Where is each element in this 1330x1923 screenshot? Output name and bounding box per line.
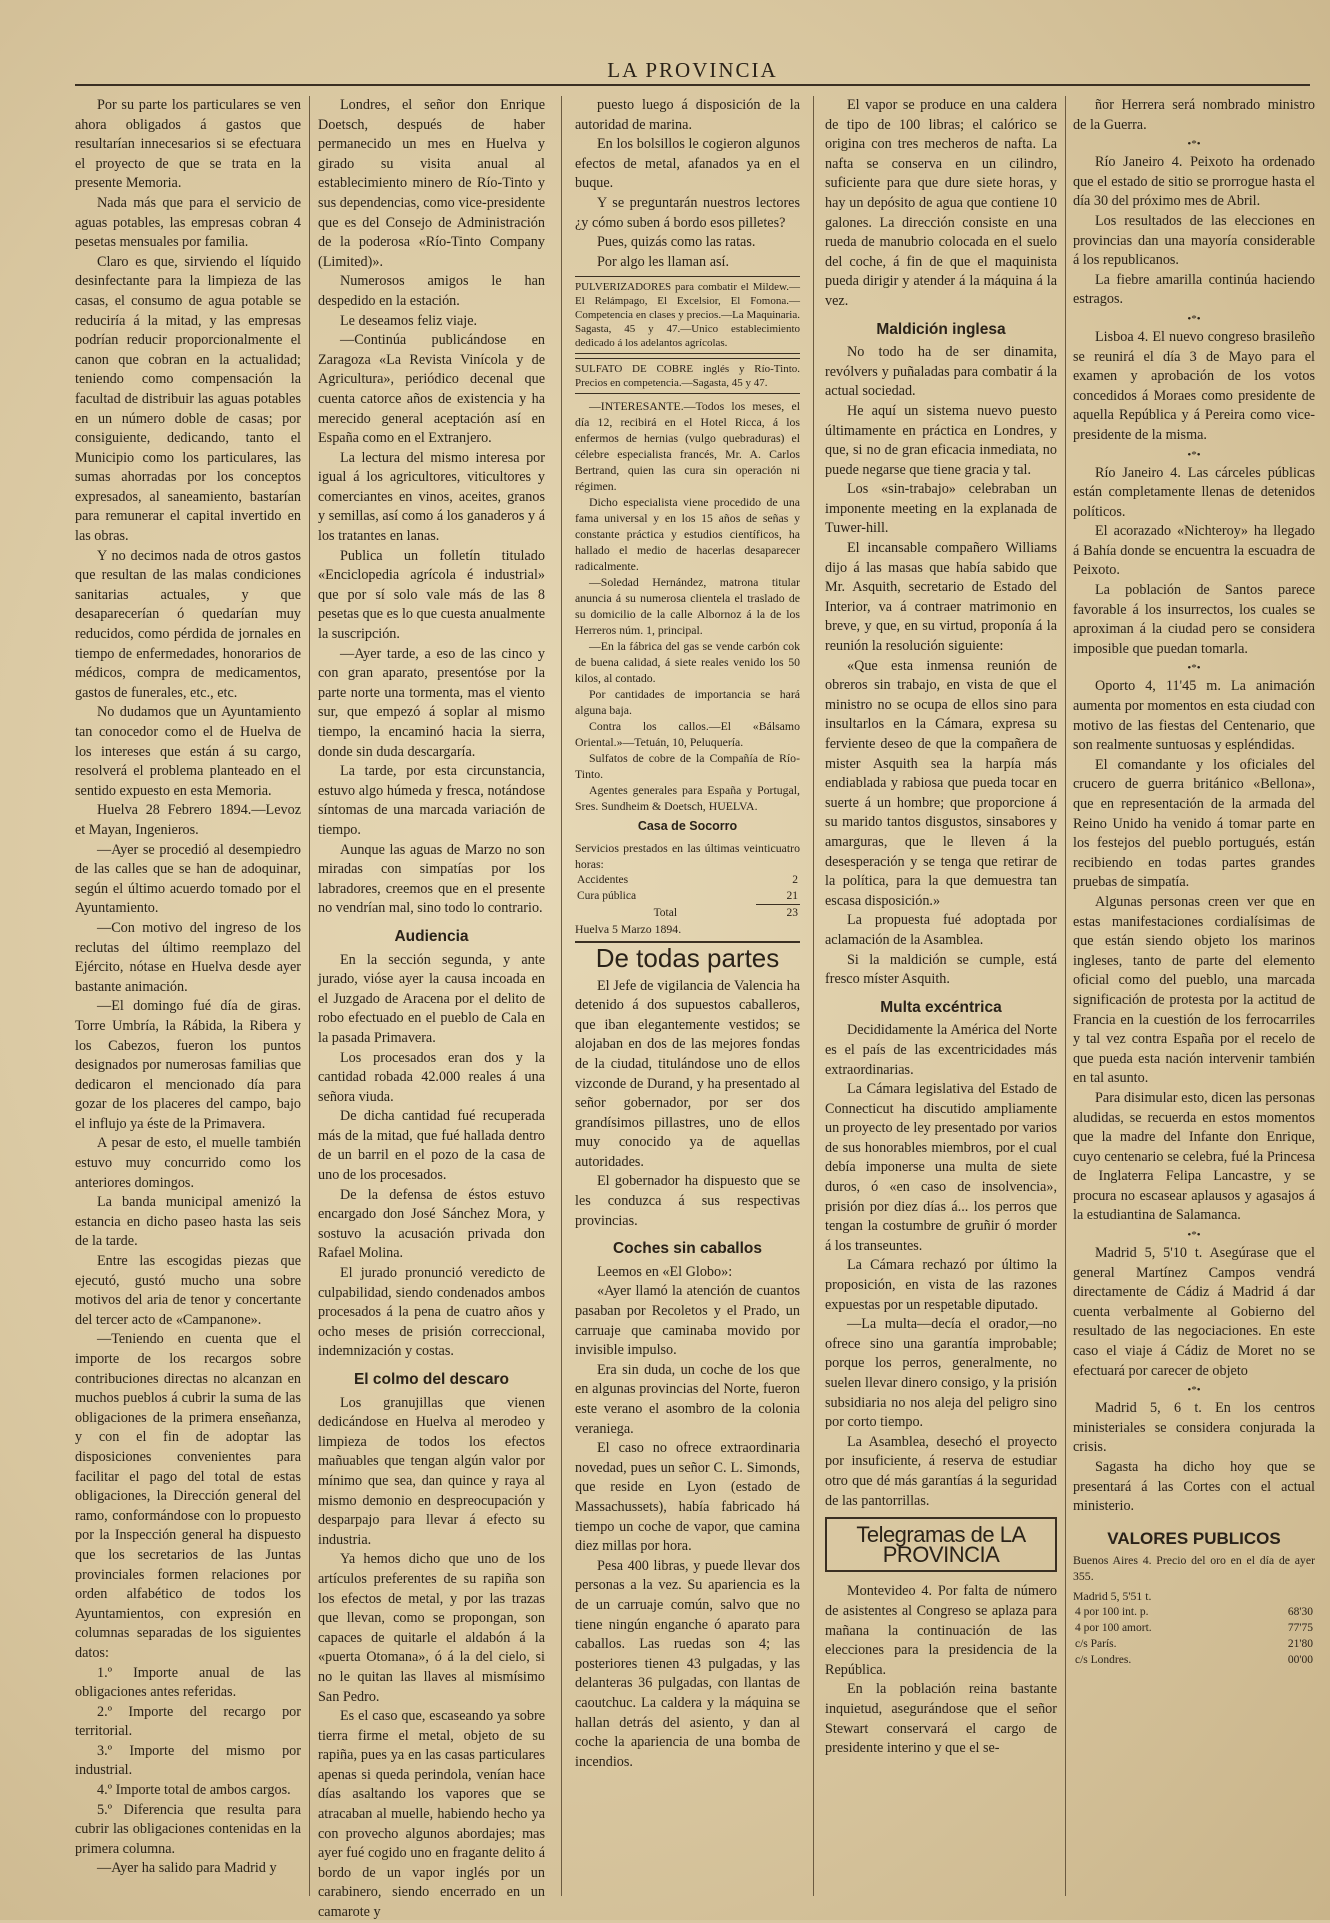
paragraph: Contra los callos.—El «Bálsamo Oriental.»—Tetuán, 10, Peluquería.: [575, 719, 800, 750]
multa-text: [825, 1021, 1057, 1511]
telegramas-heading: Telegramas de LA PROVINCIA: [825, 1517, 1057, 1572]
row-label: c/s París.: [1075, 1638, 1117, 1651]
column-1: [75, 96, 301, 1896]
col5-text-a: [1073, 96, 1315, 135]
valores-intro: Buenos Aires 4. Precio del oro en el día de ayer 355.: [1073, 1553, 1315, 1584]
col2-text: [318, 96, 545, 919]
column-rule: [309, 96, 310, 1896]
paragraph: Río Janeiro 4. Las cárceles públicas están completamente llenas de detenidos políticos.: [1073, 464, 1315, 520]
paragraph: Entre las escogidas piezas que ejecutó, gustó mucho una sobre motivos del aria de tenor y concertante del tercer acto de «Campanone».: [75, 1253, 301, 1328]
row-label: 4 por 100 int. p.: [1075, 1606, 1149, 1619]
paragraph: El jurado pronunció veredicto de culpabilidad, siendo condenados ambos procesados á la pena de cuatro años y ocho meses de prisión correccional, indemnización y costas.: [318, 1265, 545, 1360]
paragraph: —Ayer ha salido para Madrid y: [97, 1860, 277, 1877]
paragraph: Los «sin-trabajo» celebraban un imponente meeting en la explanada de Tuwer-hill.: [825, 481, 1057, 537]
paragraph: —Teniendo en cuenta que el importe de los recargos sobre contribuciones directas no alcanzan en muchos pueblos á cubrir la suma de las obligaciones de la primera enseñanza, y con el fin de adoptar las disposiciones convenientes para facilitar el pago del total de estas obligaciones, la Dirección general del ramo, conformándose con lo propuesto por la Inspección general ha dispuesto que los secretarios de las Juntas provinciales formen relaciones por orden alfabético de todos los Ayuntamientos, con expresión en columnas separadas de los siguientes datos:: [75, 1331, 301, 1661]
column-rule: [1065, 96, 1066, 1896]
paragraph: El acorazado «Nichteroy» ha llegado á Bahía donde se encuentra la escuadra de Peixoto.: [1073, 523, 1315, 579]
paragraph: Madrid 5, 5'10 t. Asegúrase que el general Martínez Campos vendrá directamente de Cádiz á Madrid á dar cuenta verbalmente al Gobierno del resultado de las negociaciones. En este caso el viaje á Cádiz de Moret no se efectuará por carecer de objeto: [1073, 1245, 1315, 1379]
paragraph: —El domingo fué día de giras. Torre Umbría, la Rábida, la Ribera y los Cabezos, fueron los puntos designados por numerosas familias que dedicaron el mencionado día para gozar de los placeres del campo, bajo el influjo ya éste de la Primavera.: [75, 998, 301, 1132]
table-row: [1073, 1636, 1315, 1652]
column-4: [825, 96, 1057, 1896]
paragraph: En la sección segunda, y ante jurado, vióse ayer la causa incoada en el Juzgado de Aracena por el delito de robo efectuado en el pueblo de Cala en la pasada Primavera.: [318, 951, 545, 1046]
paragraph: Y no decimos nada de otros gastos que resultan de las malas condiciones sanitarias actuales, y que desaparecerían ó quedarían muy reducidos, como pérdida de jornales en tiempo de enfermedades, honorarios de médicos, compra de medicamentos, gastos de funerales, etc., etc.: [75, 547, 301, 701]
table-row: [575, 888, 800, 905]
todas-text: [575, 977, 800, 1232]
col5-text-d: [1073, 464, 1315, 660]
paragraph: puesto luego á disposición de la autoridad de marina.: [575, 97, 800, 133]
paragraph: Leemos en «El Globo»:: [597, 1263, 733, 1280]
paragraph: Lisboa 4. El nuevo congreso brasileño se reunirá el día 3 de Mayo para el examen y aprobación de los votos concedidos á Moraes como presidente de aquella República y á Pereira como vice-presidente de la misma.: [1073, 328, 1315, 443]
paragraph: La Cámara legislativa del Estado de Connecticut ha discutido ampliamente un proyecto de ley presentado por varios de sus honorables miembros, por el cual debía imponerse una multa de siete duros, ó «en caso de insolvencia», prisión por diez días á... los perros que tengan la costumbre de gruñir ó morder á los transeuntes.: [825, 1081, 1057, 1254]
todas-heading: De todas partes: [575, 941, 800, 969]
colmo-text: [318, 1394, 545, 1923]
socorro-intro: Servicios prestados en las últimas veinticuatro horas:: [575, 840, 800, 871]
paragraph: Los resultados de las elecciones en provincias dan una mayoría considerable á los republicanos.: [1073, 212, 1315, 269]
valores-heading: VALORES PUBLICOS: [1107, 1528, 1281, 1548]
columns: [75, 96, 1315, 1921]
paragraph: Dicho especialista viene procedido de una fama universal y en los 15 años de señas y constante práctica y estudios científicos, ha hallado el medio de hacerlas desaparecer radicalmente.: [575, 495, 800, 574]
paragraph: Publica un folletín titulado «Enciclopedia agrícola é industrial» que por sí solo vale más de las 8 pesetas que es lo que cuesta anualmente la suscripción.: [318, 547, 545, 643]
separator: •*•: [1187, 448, 1201, 461]
paragraph: No dudamos que un Ayuntamiento tan conocedor como el de Huelva de los intereses que están á su cargo, resolverá el problema planteado en el sentido expuesto en esta Memoria.: [75, 704, 301, 799]
paragraph: Algunas personas creen ver que en estas manifestaciones cordialísimas de que están siendo objeto los marinos ingleses, tanto de parte del elemento oficial como del pueblo, una marcada significación de protesta por la actitud de Francia en la cuestión de los ferrocarriles y tal vez contra España por el recelo de que pueda esta nación intervenir también en tal asunto.: [1073, 893, 1315, 1087]
separator: •*•: [1187, 1229, 1201, 1242]
paragraph: Pesa 400 libras, y puede llevar dos personas a la vez. Su apariencia es la de un carruaje común, salvo que no tiene ningún enganche ó aparato para caballos. Las ruedas son 4; las posteriores tienen 43 pulgadas, y las delanteras 36 pulgadas, con llantas de caoutchuc. La caldera y la máquina se hallan detrás del asiento, y dan al coche la apariencia de una bomba de incendios.: [575, 1557, 800, 1770]
paragraph: Es el caso que, escaseando ya sobre tierra firme el metal, objeto de su rapiña, pues ya en las casas particulares apenas si queda perindola, venían hace días asaltando los vapores que se atracaban al muelle, habiendo hecho ya con provecho algunos abordajes; mas ayer fué cogido uno en fragante delito á bordo de un vapor inglés por un carabinero, siendo encerrado en un camarote y: [318, 1708, 545, 1921]
paragraph: —La multa—decía el orador,—no ofrece sino una garantía improbable; porque los perros, generalmente, no suelen llevar dinero consigo, y la prisión subsidiaria no nos aleja del peligro sino por corto tiempo.: [825, 1316, 1057, 1431]
paragraph: «Ayer llamó la atención de cuantos pasaban por Recoletos y el Prado, un carruaje que caminaba movido por invisible impulso.: [575, 1283, 800, 1359]
table-row: [1073, 1620, 1315, 1636]
row-value: 00'00: [1287, 1654, 1313, 1667]
paragraph: Pues, quizás como las ratas.: [597, 234, 756, 251]
row-label: c/s Londres.: [1075, 1654, 1132, 1667]
paragraph: —Ayer se procedió al desempiedro de las calles que se han de adoquinar, según el último acuerdo tomado por el Ayuntamiento.: [75, 841, 301, 917]
paragraph: He aquí un sistema nuevo puesto últimamente en práctica en Londres, y que, si no de gran eficacia inmediata, no puede negarse que tiene gracia y tal.: [825, 402, 1057, 478]
col5-text-c: [1073, 328, 1315, 446]
paragraph: Los granujillas que vienen dedicándose en Huelva al merodeo y limpieza de todos los efectos mañuables que tengan algún valor por mínimo que sea, dan quince y raya al mismo demonio en despreocupación y desparpajo para llevar á efecto su industria.: [318, 1394, 545, 1548]
paragraph: Por algo les llaman así.: [597, 253, 729, 270]
row-value: 68'30: [1287, 1606, 1313, 1619]
col1-text: [75, 96, 301, 1879]
paragraph: A pesar de esto, el muelle también estuvo muy concurrido como los anteriores domingos.: [75, 1135, 301, 1191]
paragraph: La banda municipal amenizó la estancia en dicho paseo hasta las seis de la tarde.: [75, 1194, 301, 1250]
col4-text: [825, 96, 1057, 312]
paragraph: —En la fábrica del gas se vende carbón cok de buena calidad, á siete reales venido los 50 kilos, al contado.: [575, 639, 800, 686]
separator: •*•: [1187, 662, 1201, 675]
paragraph: Huelva 28 Febrero 1894.—Levoz et Mayan, Ingenieros.: [75, 802, 301, 838]
table-row: [575, 872, 800, 888]
maldicion-text: [825, 343, 1057, 990]
paragraph: Sagasta ha dicho hoy que se presentará á las Cortes con el actual ministerio.: [1073, 1459, 1315, 1515]
paragraph: Por su parte los particulares se ven ahora obligados á gastos que resultarían innecesarios si se efectuara el proyecto de que se trata en la presente Memoria.: [75, 97, 301, 192]
paragraph: El caso no ofrece extraordinaria novedad, pues un señor C. L. Simonds, que reside en Lyon (estado de Massachussets), había fabricado há tiempo un coche de vapor, que camina diez millas por hora.: [575, 1440, 800, 1555]
advert-pulverizadores: PULVERIZADORES para combatir el Mildew.—El Relámpago, El Excelsior, El Fomona.—Competencia en clases y precios.—La Maquinaria. Sagasta, 45 y 47.—Unico establecimiento dedicado á los adelantos agrícolas.: [575, 276, 800, 354]
paragraph: La población de Santos parece favorable á los insurrectos, los cuales se aproximan á la ciudad pero se considera imposible que puedan tomarla.: [1073, 582, 1315, 657]
column-rule: [813, 96, 814, 1896]
paragraph: La tarde, por esta circunstancia, estuvo algo húmeda y fresca, notándose síntomas de una marcada variación de tiempo.: [318, 763, 545, 838]
audiencia-heading: Audiencia: [394, 927, 469, 945]
paragraph: En la población reina bastante inquietud, asegurándose que el señor Stewart conservará el cargo de presidente interino y que el se-: [825, 1681, 1057, 1757]
column-5: [1073, 96, 1315, 1896]
paragraph: «Que esta inmensa reunión de obreros sin trabajo, en vista de que el ministro no se ocupa de ellos sino para insultarlos en la Cámara, expresa su ferviente deseo de que la compañera de mister Asquith sea la harpía más endiablada y rabiosa que pueda tocar en suerte á un hombre; que proporcione á su marido tantos disgustos, sinsabores y amarguras, que le lleven á la desesperación y se tenga que retirar de la política, para la que demuestra tan escasa disposición.»: [825, 657, 1057, 909]
paragraph: La propuesta fué adoptada por aclamación de la Asamblea.: [825, 912, 1057, 948]
column-rule: [561, 96, 562, 1896]
coches-text: [575, 1263, 800, 1772]
paragraph: Por cantidades de importancia se hará alguna baja.: [575, 687, 800, 718]
paragraph: 5.º Diferencia que resulta para cubrir las obligaciones contenidas en la primera columna.: [75, 1801, 301, 1857]
paragraph: De la defensa de éstos estuvo encargado don José Sánchez Mora, y sostuvo la acusación privada don Rafael Molina.: [318, 1186, 545, 1262]
paragraph: —Ayer tarde, a eso de las cinco y con gran aparato, presentóse por la parte norte una tormenta, mas el viento sur, que empezó á soplar al mismo tiempo, la encaminó hacia la sierra, donde sin duda descargaría.: [318, 645, 545, 760]
paragraph: Y se preguntarán nuestros lectores ¿y cómo suben á bordo esos pilletes?: [575, 194, 800, 231]
paragraph: Decididamente la América del Norte es el país de las excentricidades más extraordinarias.: [825, 1022, 1057, 1078]
paragraph: Los procesados eran dos y la cantidad robada 42.000 reales á una señora viuda.: [318, 1049, 545, 1105]
table-row: [1073, 1652, 1315, 1668]
paragraph: El gobernador ha dispuesto que se les conduzca á sus respectivas provincias.: [575, 1173, 800, 1229]
row-value: 21'80: [1287, 1638, 1313, 1651]
paragraph: 1.º Importe anual de las obligaciones antes referidas.: [75, 1664, 301, 1701]
colmo-heading: El colmo del descaro: [353, 1371, 510, 1388]
row-label: Accidentes: [577, 873, 629, 886]
paragraph: 4.º Importe total de ambos cargos.: [97, 1782, 291, 1799]
row-value: 23: [756, 904, 800, 921]
paragraph: Numerosos amigos le han despedido en la estación.: [318, 273, 545, 309]
row-label: 4 por 100 amort.: [1075, 1622, 1152, 1635]
paragraph: El Jefe de vigilancia de Valencia ha detenido á dos supuestos caballeros, que iban elegantemente vestidos; se alojaban en dos de las mejores fondas de la ciudad, titulándose uno de ellos vizconde de Durand, y ha presentado al señor gobernador, por ser dos grandísimos pillastres, uno de ellos muy conocido ya de aquellas autoridades.: [575, 977, 800, 1170]
paragraph: Madrid 5, 6 t. En los centros ministeriales se considera conjurada la crisis.: [1073, 1400, 1315, 1456]
paragraph: La Cámara rechazó por último la proposición, en vista de las razones expuestas por un respetable diputado.: [825, 1257, 1057, 1313]
paragraph: 3.º Importe del mismo por industrial.: [75, 1742, 301, 1779]
paragraph: Agentes generales para España y Portugal, Sres. Sundheim & Doetsch, HUELVA.: [575, 783, 800, 814]
col5-text-f: [1073, 1244, 1315, 1381]
paragraph: Aunque las aguas de Marzo no son miradas con simpatías por los labradores, creemos que en el presente no vendrían mal, sino todo lo contrario.: [318, 841, 545, 917]
table-row: [1073, 1604, 1315, 1620]
paragraph: Ya hemos dicho que uno de los artículos preferentes de su rapiña son los efectos de metal, y por las trazas que llevan, como se propongan, son capaces de quitarle el aldabón á la «puerta Otomana», ó á la del cielo, si no le quitan las llaves al mismísimo San Pedro.: [318, 1551, 545, 1705]
row-value: 2: [792, 873, 798, 886]
row-value: 77'75: [1287, 1622, 1313, 1635]
paragraph: Londres, el señor don Enrique Doetsch, después de haber permanecido un mes en Huelva y girado su visita anual al establecimiento minero de Río-Tinto y sus dependencias, como vice-presidente que es del Consejo de Administración de la poderosa «Río-Tinto Company (Limited)».: [318, 97, 545, 270]
paragraph: Nada más que para el servicio de aguas potables, las empresas cobran 4 pesetas mensuales por familia.: [75, 194, 301, 251]
audiencia-text: [318, 951, 545, 1362]
col5-text-g: [1073, 1399, 1315, 1517]
col3-text: [575, 96, 800, 272]
paragraph: La fiebre amarilla continúa haciendo estragos.: [1073, 271, 1315, 308]
paragraph: Si la maldición se cumple, está fresco míster Asquith.: [825, 951, 1057, 988]
column-3: [575, 96, 800, 1896]
coches-heading: Coches sin caballos: [612, 1240, 763, 1258]
paragraph: En los bolsillos le cogieron algunos efectos de metal, afanados ya en el buque.: [575, 136, 800, 192]
column-2: [318, 96, 545, 1921]
paragraph: La lectura del mismo interesa por igual á los agricultores, viticultores y comerciantes en vinos, aceites, granos y semillas, así como á los ganaderos y á los tratantes en lanas.: [318, 449, 545, 545]
valores-subhead: Madrid 5, 5'51 t.: [1073, 1589, 1152, 1604]
multa-heading: Multa excéntrica: [880, 998, 1002, 1016]
notices-text: [575, 398, 800, 814]
paragraph: Río Janeiro 4. Peixoto ha ordenado que el estado de sitio se prorrogue hasta el día 30 del próximo mes de Abril.: [1073, 154, 1315, 210]
paragraph: —INTERESANTE.—Todos los meses, el día 12, recibirá en el Hotel Ricca, á los enfermos de hernias (vulgo quebraduras) el célebre especialista francés, Mr. A. Carlos Bertrand, quien las cura sin operación ni régimen.: [575, 399, 800, 494]
socorro-heading: Casa de Socorro: [637, 819, 738, 834]
paragraph: ñor Herrera será nombrado ministro de la Guerra.: [1073, 97, 1315, 133]
socorro-table: [575, 872, 800, 921]
telegramas-text: [825, 1582, 1057, 1758]
col5-text-b: [1073, 153, 1315, 310]
paragraph: Montevideo 4. Por falta de número de asistentes al Congreso se aplaza para mañana la continuación de las elecciones para la presidencia de la República.: [825, 1583, 1057, 1678]
paragraph: 2.º Importe del recargo por territorial.: [75, 1703, 301, 1740]
col5-text-e: [1073, 677, 1315, 1226]
paragraph: El incansable compañero Williams dijo á las masas que había sabido que Mr. Asquith, secretario de Estado del Interior, va á contraer matrimonio en breve, y que, en su virtud, proponía á la reunión la resolución siguiente:: [825, 540, 1057, 655]
row-value: 21: [786, 889, 798, 902]
separator: •*•: [1187, 1384, 1201, 1397]
paragraph: De dicha cantidad fué recuperada más de la mitad, que fué hallada dentro de un barril en el pozo de la casa de uno de los procesados.: [318, 1108, 545, 1184]
masthead: LA PROVINCIA: [75, 58, 1310, 86]
paragraph: Le deseamos feliz viaje.: [340, 312, 478, 329]
table-row: [575, 904, 800, 921]
socorro-date: Huelva 5 Marzo 1894.: [575, 921, 682, 936]
paragraph: No todo ha de ser dinamita, revólvers y puñaladas para combatir á la actual sociedad.: [825, 344, 1057, 400]
paragraph: La Asamblea, desechó el proyecto por insuficiente, á reserva de estudiar otro que dé más garantías á la seguridad de las pantorrillas.: [825, 1433, 1057, 1509]
advert-sulfato: SULFATO DE COBRE inglés y Río-Tinto. Precios en competencia.—Sagasta, 45 y 47.: [575, 358, 800, 394]
paragraph: Era sin duda, un coche de los que en algunas provincias del Norte, fueron este verano el asombro de la colonia veraniega.: [575, 1361, 800, 1437]
paragraph: Claro es que, sirviendo el líquido desinfectante para la limpieza de las casas, el consumo de agua potable se reduciría á la mitad, y las empresas podrían reducir proporcionalmente el canon que cobran en la actualidad; teniendo como compensación la facultad de distribuir las aguas potables en un número doble de casas; por consiguiente, dedicando, tanto el Municipio como los particulares, las sumas ahorradas por los conceptos expresados, al saneamiento, bastarían para remunerar el capital invertido en las obras.: [75, 253, 301, 545]
paragraph: El comandante y los oficiales del crucero de guerra británico «Bellona», que en representación de la armada del Reino Unido ha venido á tomar parte en los festejos del pueblo portugués, están recibiendo en todas partes grandes pruebas de simpatía.: [1073, 756, 1315, 891]
separator: •*•: [1187, 138, 1201, 151]
paragraph: Oporto 4, 11'45 m. La animación aumenta por momentos en esta ciudad con motivo de las fiestas del Centenario, que son realmente suntuosas y espléndidas.: [1073, 678, 1315, 754]
paragraph: —Soledad Hernández, matrona titular anuncia á su numerosa clientela el traslado de su domicilio de la calle Albornoz á la de los Herreros núm. 1, principal.: [575, 575, 800, 638]
paragraph: Sulfatos de cobre de la Compañía de Río-Tinto.: [575, 751, 800, 782]
paragraph: El vapor se produce en una caldera de tipo de 100 libras; el calórico se origina con tres mecheros de nafta. La nafta se conserva en un cilindro, suficiente para que dure siete horas, y hay un depósito de agua que contiene 10 galones. La dirección consiste en una rueda de manubrio colocada en el suelo del coche, á fin de que el maquinista pueda dirigir y atender á la máquina á la vez.: [825, 97, 1057, 309]
valores-table: [1073, 1604, 1315, 1668]
separator: •*•: [1187, 312, 1201, 325]
row-label: Cura pública: [577, 890, 637, 903]
paragraph: —Continúa publicándose en Zaragoza «La Revista Vinícola y de Agricultura», periódico decenal que cuenta catorce años de existencia y ha merecido general aceptación así en España como en el Extranjero.: [318, 332, 545, 447]
maldicion-heading: Maldición inglesa: [876, 320, 1006, 338]
row-label: Total: [653, 906, 678, 919]
paragraph: Para disimular esto, dicen las personas aludidas, se recuerda en estos momentos que la madre del Infante don Enrique, cuyo centenario se celebra, fué la Princesa de Inglaterra Felipa Lancastre, y se procura no escasear aplausos y agasajos á la estudiantina de Salamanca.: [1073, 1089, 1315, 1224]
paragraph: —Con motivo del ingreso de los reclutas del último reemplazo del Ejército, nótase en Huelva desde ayer bastante animación.: [75, 919, 301, 995]
